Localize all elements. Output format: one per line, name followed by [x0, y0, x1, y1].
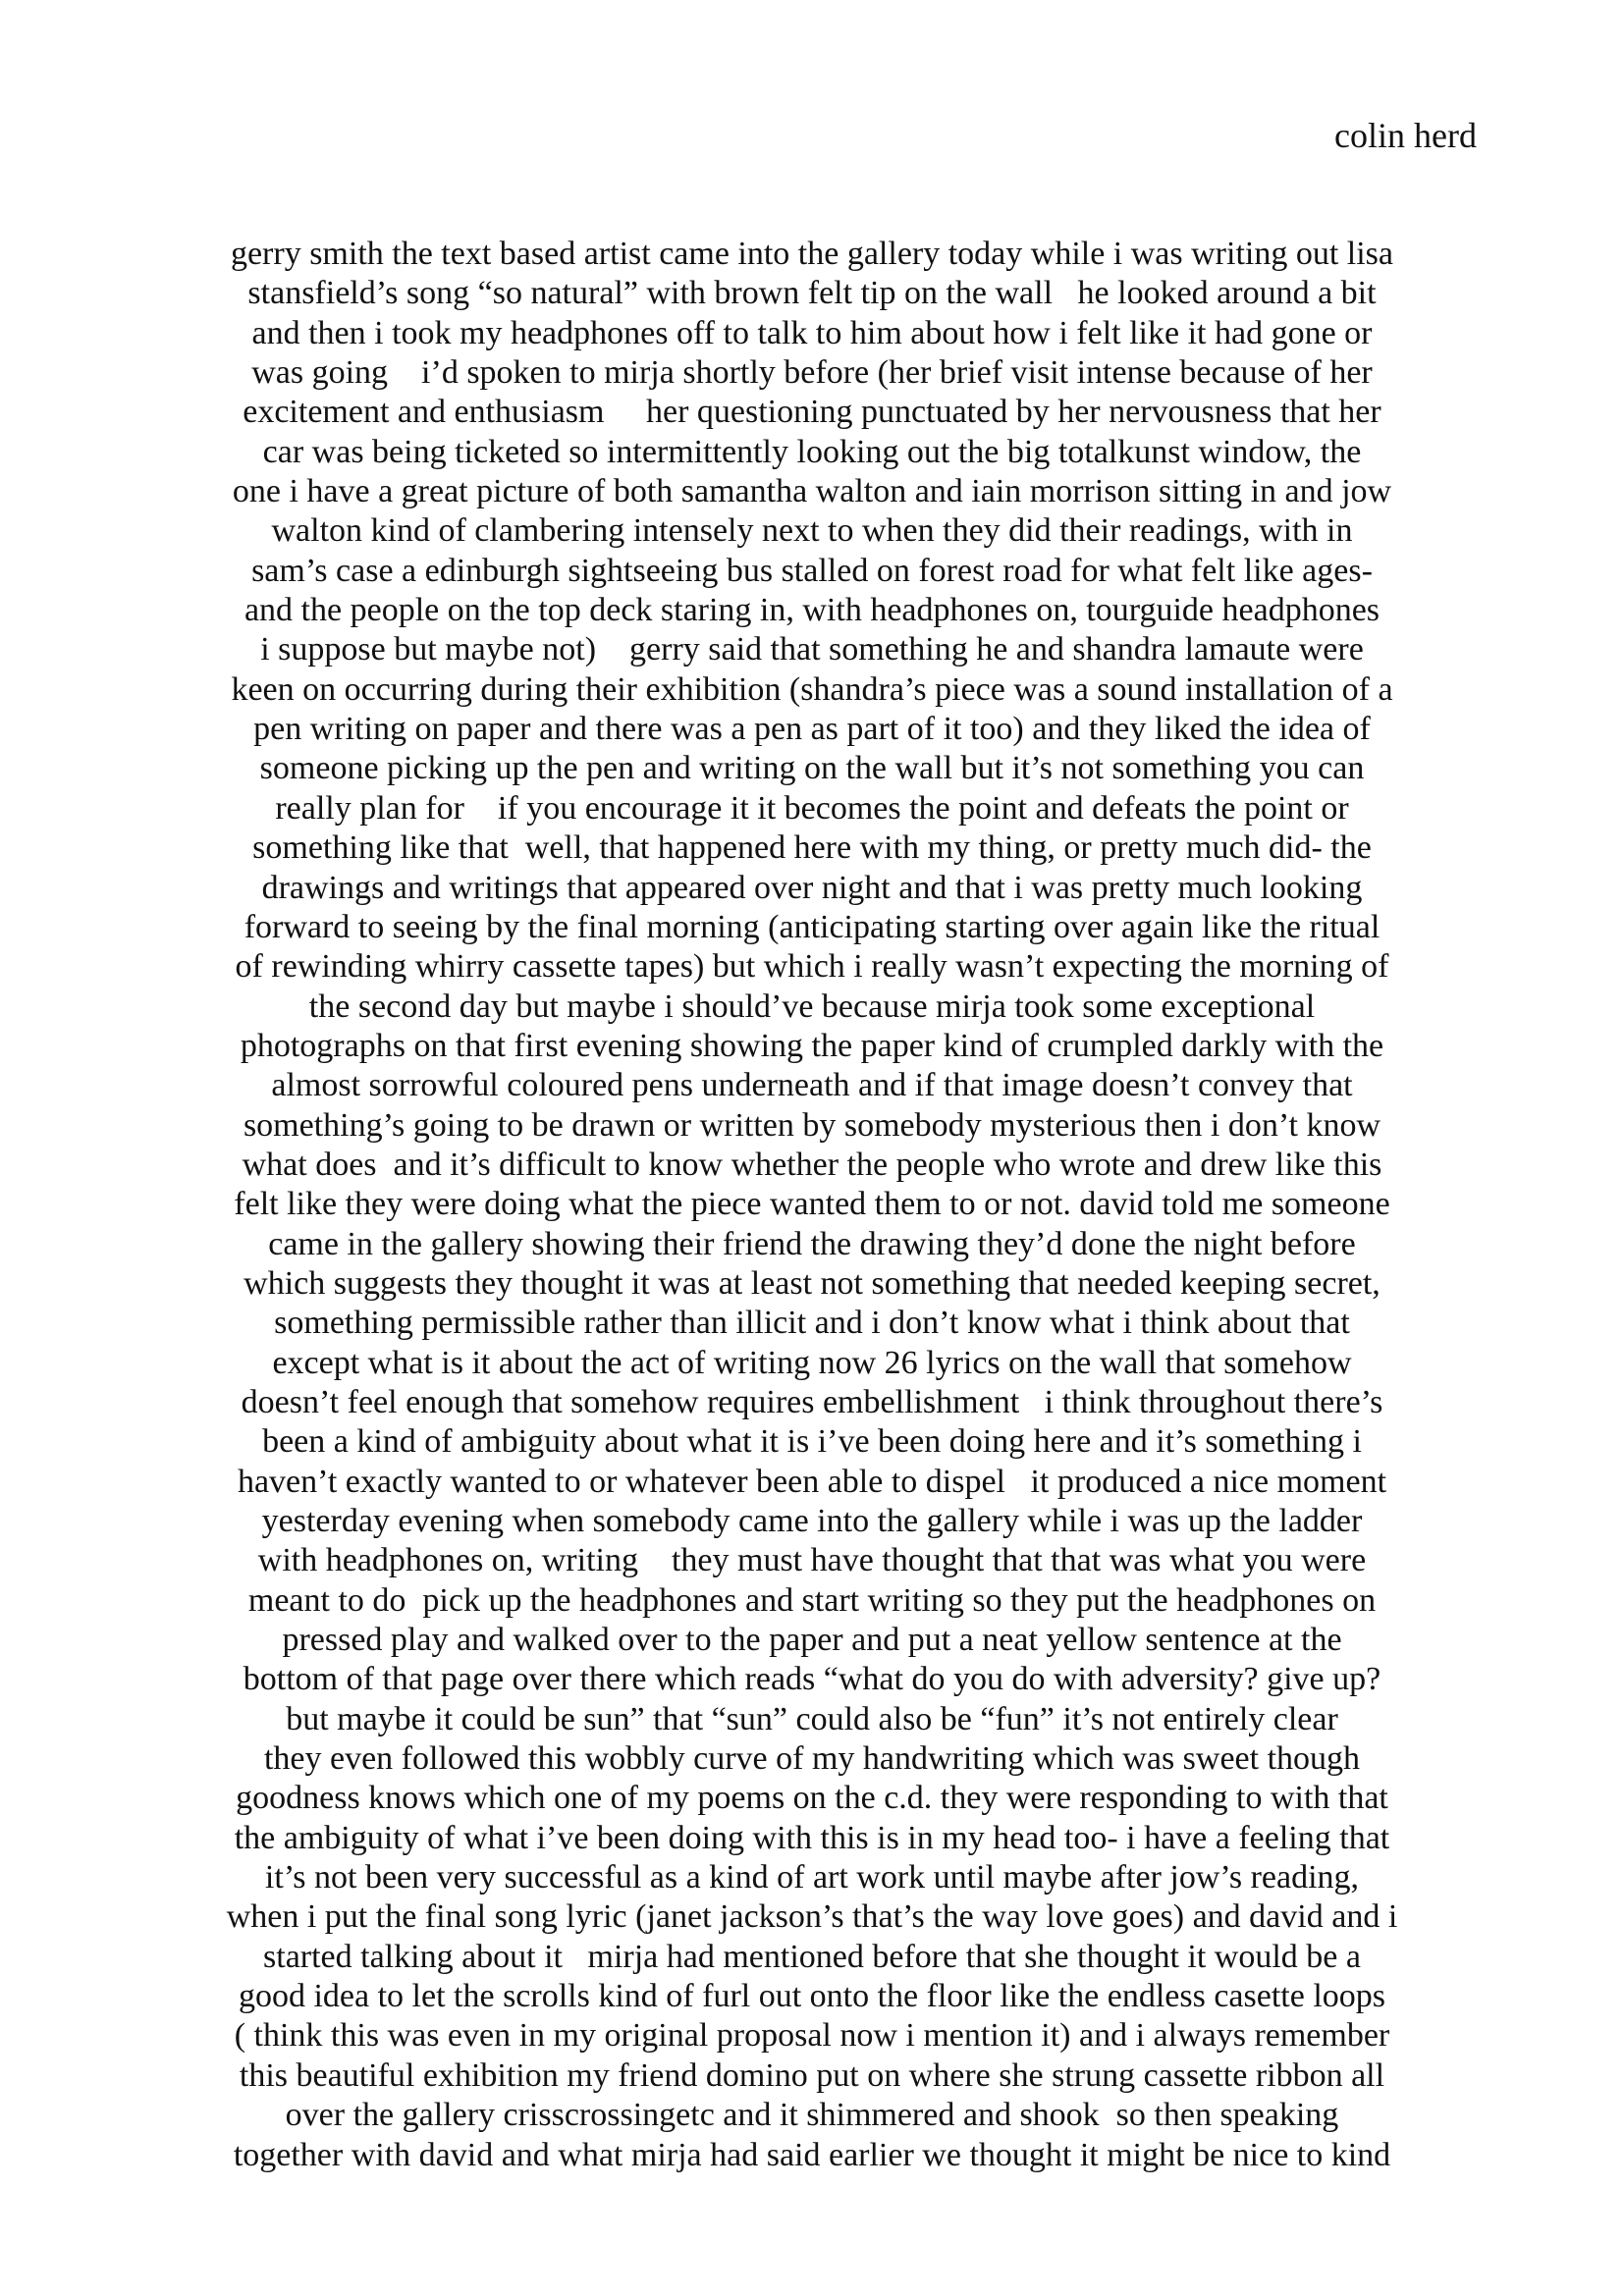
text-line: it’s not been very successful as a kind of art work until maybe after jow’s reading,: [264, 1859, 1360, 1896]
text-line: doesn’t feel enough that somehow requires embellishment i think throughout there’s: [241, 1383, 1383, 1420]
text-line: when i put the final song lyric (janet jackson’s that’s the way love goes) and david and i: [226, 1898, 1398, 1936]
author-name: colin herd: [1334, 116, 1477, 155]
body-text: [118, 235, 1506, 2175]
text-line: gerry smith the text based artist came into the gallery today while i was writing out lisa: [230, 236, 1394, 272]
text-line: something like that well, that happened here with my thing, or pretty much did- the: [252, 829, 1372, 867]
text-line: the ambiguity of what i’ve been doing with this is in my head too- i have a feeling that: [234, 1819, 1390, 1856]
text-line: forward to seeing by the final morning (anticipating starting over again like the ritual: [244, 908, 1380, 945]
text-line: something’s going to be drawn or written by somebody mysterious then i don’t know: [243, 1106, 1381, 1144]
text-line: which suggests they thought it was at least not something that needed keeping secret,: [244, 1264, 1380, 1302]
text-line: what does and it’s difficult to know whether the people who wrote and drew like this: [242, 1146, 1382, 1183]
text-line: started talking about it mirja had mentioned before that she thought it would be a: [263, 1938, 1361, 1975]
text-line: pen writing on paper and there was a pen as part of it too) and they liked the idea of: [253, 711, 1371, 748]
text-line: i suppose but maybe not) gerry said that something he and shandra lamaute were: [260, 631, 1364, 668]
text-line: good idea to let the scrolls kind of furl out onto the floor like the endless casette loops: [238, 1978, 1386, 2015]
text-line: bottom of that page over there which reads “what do you do with adversity? give up?: [243, 1661, 1381, 1698]
text-line: except what is it about the act of writing now 26 lyrics on the wall that somehow: [272, 1344, 1352, 1381]
text-line: someone picking up the pen and writing on the wall but it’s not something you can: [259, 750, 1365, 787]
text-line: been a kind of ambiguity about what it is i’ve been doing here and it’s something i: [262, 1423, 1362, 1461]
text-line: yesterday evening when somebody came into the gallery while i was up the ladder: [261, 1503, 1363, 1539]
text-line: over the gallery crisscrossingetc and it shimmered and shook so then speaking: [285, 2097, 1339, 2134]
text-line: walton kind of clambering intensely next to when they did their readings, with in: [271, 512, 1353, 550]
text-line: one i have a great picture of both samantha walton and iain morrison sitting in and jow: [232, 473, 1392, 510]
text-line: of rewinding whirry cassette tapes) but which i really wasn’t expecting the morning of: [235, 948, 1389, 986]
text-line: keen on occurring during their exhibition (shandra’s piece was a sound installation of a: [231, 670, 1393, 708]
text-line: almost sorrowful coloured pens underneath and if that image doesn’t convey that: [271, 1067, 1353, 1104]
text-line: stansfield’s song “so natural” with brown felt tip on the wall he looked around a bit: [247, 275, 1377, 312]
text-line: something permissible rather than illicit and i don’t know what i think about that: [274, 1305, 1350, 1342]
text-line: with headphones on, writing they must have thought that that was what you were: [257, 1542, 1367, 1579]
text-line: they even followed this wobbly curve of my handwriting which was sweet though: [263, 1740, 1361, 1778]
text-line: was going i’d spoken to mirja shortly before (her brief visit intense because of her: [251, 354, 1373, 392]
text-line: haven’t exactly wanted to or whatever been able to dispel it produced a nice moment: [237, 1463, 1387, 1500]
text-line: really plan for if you encourage it it becomes the point and defeats the point or: [275, 789, 1349, 827]
text-line: pressed play and walked over to the paper and put a neat yellow sentence at the: [282, 1622, 1342, 1659]
text-line: together with david and what mirja had said earlier we thought it might be nice to kind: [233, 2136, 1391, 2173]
text-line: ( think this was even in my original proposal now i mention it) and i always remember: [234, 2017, 1390, 2055]
text-line: meant to do pick up the headphones and start writing so they put the headphones on: [247, 1581, 1377, 1619]
text-line: car was being ticketed so intermittently looking out the big totalkunst window, the: [262, 433, 1362, 470]
text-line: the second day but maybe i should’ve because mirja took some exceptional: [308, 988, 1316, 1025]
text-line: sam’s case a edinburgh sightseeing bus stalled on forest road for what felt like ages-: [251, 552, 1373, 589]
text-line: photographs on that first evening showing the paper kind of crumpled darkly with the: [240, 1027, 1384, 1064]
text-line: this beautiful exhibition my friend domino put on where she strung cassette ribbon all: [239, 2056, 1385, 2094]
text-line: and then i took my headphones off to talk to him about how i felt like it had gone or: [251, 314, 1373, 351]
text-line: and the people on the top deck staring in, with headphones on, tourguide headphones: [244, 592, 1380, 629]
text-line: came in the gallery showing their friend the drawing they’d done the night before: [268, 1225, 1356, 1262]
text-line: but maybe it could be sun” that “sun” could also be “fun” it’s not entirely clear: [286, 1700, 1338, 1737]
text-line: felt like they were doing what the piece wanted them to or not. david told me someone: [234, 1186, 1390, 1223]
text-line: goodness knows which one of my poems on the c.d. they were responding to with that: [236, 1780, 1388, 1817]
text-line: drawings and writings that appeared over night and that i was pretty much looking: [261, 869, 1363, 906]
text-line: excitement and enthusiasm her questioning punctuated by her nervousness that her: [243, 394, 1381, 431]
